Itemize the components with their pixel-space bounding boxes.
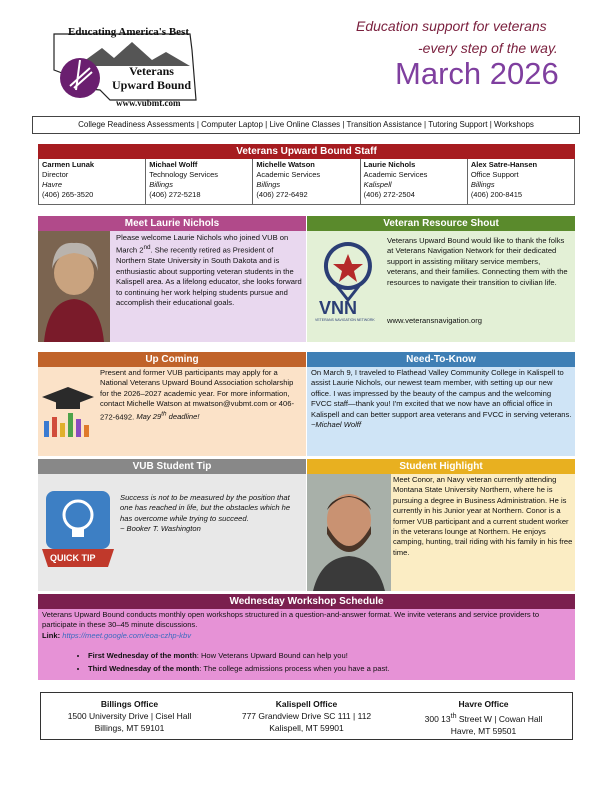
quick-tip-badge: [42, 487, 114, 579]
graduation-cap-graphic: [38, 367, 96, 456]
upcoming-title: Up Coming: [38, 352, 306, 367]
conor-portrait-photo: [307, 474, 391, 591]
tip-quote: Success is not to be measured by the position that one has reached in life, but the obstacles which he has overcome while trying to succeed. ~ Booker T. Washington: [120, 493, 291, 534]
staff-member: [39, 159, 146, 204]
staff-location: Billings: [470, 180, 495, 189]
header-tagline-2: -every step of the way.: [418, 40, 558, 56]
services-bar: College Readiness Assessments | Computer Laptop | Live Online Classes | Transition Assistance | Tutoring Support | Workshops: [32, 116, 580, 134]
staff-role: Director: [42, 170, 69, 179]
staff-name: Carmen Lunak: [42, 160, 95, 169]
vnn-subtitle: VETERANS NAVIGATION NETWORK: [315, 318, 375, 322]
staff-role: Office Support: [470, 170, 519, 179]
meet-title: Meet Laurie Nichols: [38, 216, 306, 231]
office-billings: Billings Office 1500 University Drive | Cisel Hall Billings, MT 59101: [67, 699, 192, 733]
workshop-title: Wednesday Workshop Schedule: [38, 594, 575, 609]
staff-member: [361, 159, 468, 204]
highlight-panel: [307, 459, 575, 591]
staff-role: Academic Services: [256, 170, 321, 179]
staff-location: Billings: [149, 180, 173, 189]
shout-panel: [307, 216, 575, 342]
need-panel: [307, 352, 575, 456]
logo-url[interactable]: www.vubmt.com: [116, 98, 181, 108]
staff-phone: (406) 272-2504: [363, 190, 415, 199]
portrait-illustration: [307, 474, 391, 591]
portrait-illustration: [38, 231, 110, 342]
staff-phone: (406) 200-8415: [470, 190, 523, 199]
staff-location: Billings: [256, 180, 281, 189]
upcoming-text: Present and former VUB participants may apply for a National Veterans Upward Bound Association scholarship for the 2026–2027 academic year. For more information, contact Michelle Watson at mwatson@vubmt.com or 406-272-6492. May 29th deadline!: [100, 368, 294, 422]
laurie-portrait-photo: [38, 231, 110, 342]
staff-directory: [38, 159, 575, 205]
logo-tagline: Educating America's Best: [68, 26, 189, 38]
workshop-meet-link[interactable]: https://meet.google.com/eoa-czhp-kbv: [62, 630, 192, 640]
list-item: • Third Wednesday of the month: The college admissions process when you have a past.: [88, 662, 389, 675]
meet-panel: [38, 216, 306, 342]
shout-text: Veterans Upward Bound would like to thank the folks at Veterans Navigation Network for their dedicated support in assisting military service members, veterans, and their families. Connecting them with the resources to navigate their transition to civilian life.: [387, 236, 568, 287]
need-title: Need-To-Know: [307, 352, 575, 367]
staff-name: Michael Wolff: [149, 160, 198, 169]
staff-phone: (406) 272-5218: [149, 190, 201, 199]
highlight-title: Student Highlight: [307, 459, 575, 474]
staff-member: [146, 159, 253, 204]
staff-location: Havre: [42, 180, 63, 189]
need-signature: ~Michael Wolff: [311, 420, 362, 430]
lightbulb-icon: [42, 487, 114, 579]
vnn-logo: [313, 238, 383, 324]
tip-author: ~ Booker T. Washington: [120, 524, 201, 534]
staff-role: Technology Services: [149, 170, 218, 179]
staff-name: Laurie Nichols: [363, 160, 416, 169]
quick-tip-label: QUICK TIP: [50, 553, 96, 563]
staff-member: [253, 159, 360, 204]
shout-link[interactable]: www.veteransnavigation.org: [387, 316, 482, 325]
office-havre: Havre Office 300 13th Street W | Cowan Hall Havre, MT 59501: [424, 699, 543, 736]
workshop-panel: [38, 594, 575, 680]
logo-name: Veterans Upward Bound: [112, 64, 192, 92]
office-kalispell: Kalispell Office 777 Grandview Drive SC 111 | 112 Kalispell, MT 59901: [241, 699, 372, 733]
workshop-text: Veterans Upward Bound conducts monthly open workshops structured in a question-and-answer format. We invite veterans and service providers to participate in these 30–45 minute discussions. Link: https://meet.google.com/eoa-czhp-kbv: [42, 610, 540, 640]
header-tagline-1: Education support for veterans: [356, 18, 547, 34]
staff-title: Veterans Upward Bound Staff: [38, 144, 575, 159]
highlight-text: Meet Conor, an Navy veteran currently attending Montana State University Northern, where he is pursuing a degree in Business Administration. He is currently in his Junior year at Northern. Conor is a former VUB participant and a current student worker in the veterans lounge at Northern. He enjoys camping, hunting, trail riding with his family in his free time.: [393, 475, 573, 557]
issue-month: March 2026: [395, 56, 559, 91]
need-text: On March 9, I traveled to Flathead Valley Community College in Kalispell to assist Laurie Nichols, our newest team member, with setting up our new office. I was impressed by the beauty of the campus and the welcoming FVCC staff—thank you! I'm excited that we now have an official office in Kalispell and can better support area veterans and FVCC in serving veterans. ~Michael Wolff: [311, 368, 572, 430]
vub-logo: [40, 20, 200, 110]
staff-member: [468, 159, 574, 204]
vnn-wordmark: VNN: [319, 298, 358, 318]
staff-location: Kalispell: [363, 180, 392, 189]
staff-phone: (406) 272-6492: [256, 190, 308, 199]
meet-text: Please welcome Laurie Nichols who joined VUB on March 2nd. She recently retired as President of Northern State University in South Dakota and is enthusiastic about supporting veteran students in the Kalispell area. As a lifelong educator, she looks forward to continuing her work helping students pursue and accomplish their educational goals.: [116, 233, 302, 307]
tip-panel: [38, 459, 306, 591]
workshop-list: [88, 649, 389, 675]
staff-name: Alex Satre-Hansen: [470, 160, 538, 169]
list-item: • First Wednesday of the month: How Veterans Upward Bound can help you!: [88, 649, 389, 662]
shout-title: Veteran Resource Shout: [307, 216, 575, 231]
upcoming-panel: [38, 352, 306, 456]
office-footer: [40, 692, 573, 740]
staff-role: Academic Services: [363, 170, 428, 179]
graduation-cap-icon: [38, 367, 96, 456]
staff-name: Michelle Watson: [256, 160, 315, 169]
staff-phone: (406) 265-3520: [42, 190, 94, 199]
tip-title: VUB Student Tip: [38, 459, 306, 474]
